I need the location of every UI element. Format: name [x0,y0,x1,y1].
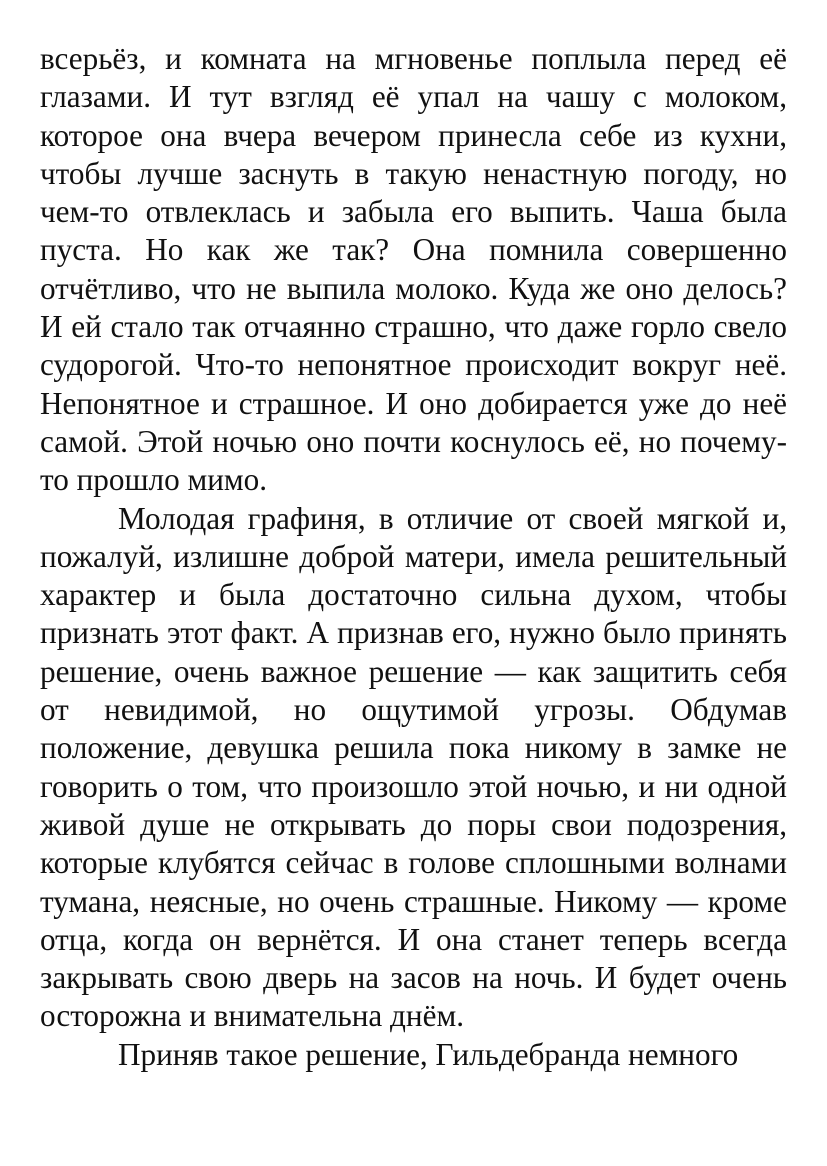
book-page [40,40,787,1074]
paragraph-countess-decision: Молодая графиня, в отличие от своей мягкой и, пожалуй, излишне доброй матери, имела решительный характер и была достаточно сильна духом, чтобы признать этот факт. А признав его, нужно было принять решение, очень важное решение — как защитить себя от невидимой, но ощутимой угрозы. Обдумав положение, девушка решила пока никому в замке не говорить о том, что произошло этой ночью, и ни одной живой душе не открывать до поры свои подозрения, которые клубятся сейчас в голове сплошными волнами тумана, неясные, но очень страшные. Никому — кроме отца, когда он вернётся. И она станет теперь всегда закрывать свою дверь на засов на ночь. И будет очень осторожна и внимательна днём. [40,500,787,1034]
paragraph-final-line: Приняв такое решение, Гильдебранда немного [118,1036,739,1072]
paragraph-continued: всерьёз, и комната на мгновенье поплыла перед её глазами. И тут взгляд её упал на чашу с молоком, которое она вчера вечером принесла себе из кухни, чтобы лучше заснуть в такую ненастную погоду, но чем-то отвлеклась и забыла его выпить. Чаша была пуста. Но как же так? Она помнила совершенно отчётливо, что не выпила молоко. Куда же оно делось? И ей стало так отчаянно страшно, что даже горло свело судорогой. Что-то непонятное происходит вокруг неё. Непонятное и страшное. И оно добирается уже до неё самой. Этой ночью оно почти коснулось её, но почему-то прошло мимо. [40,41,787,498]
